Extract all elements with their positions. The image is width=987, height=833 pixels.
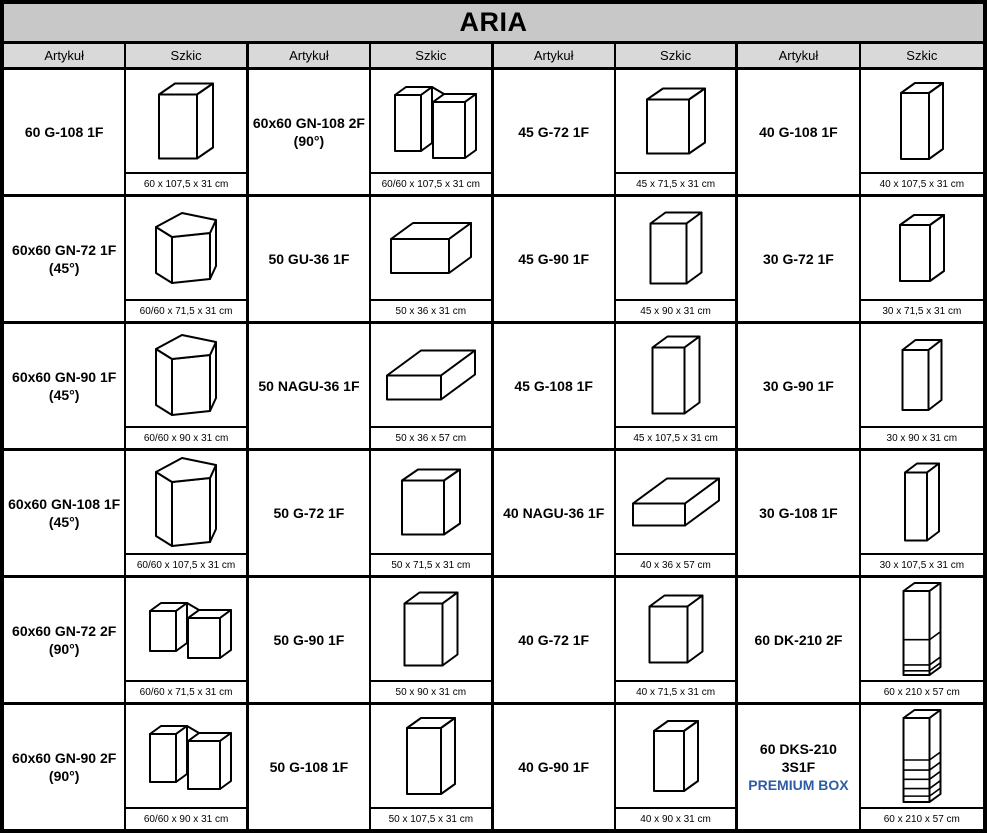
dimensions-label: 40 x 90 x 31 cm bbox=[616, 807, 735, 829]
premium-box-label: PREMIUM BOX bbox=[748, 777, 849, 794]
dimensions-label: 50 x 71,5 x 31 cm bbox=[371, 553, 490, 575]
article-cell bbox=[4, 578, 126, 702]
article-note: (45°) bbox=[48, 260, 80, 276]
article-name: 60x60 GN-90 1F bbox=[12, 368, 117, 385]
article-name: 60x60 GN-108 1F bbox=[8, 495, 121, 512]
cabinet-sketch bbox=[616, 324, 735, 426]
article-cell bbox=[249, 197, 371, 321]
dimensions-label: 60/60 x 107,5 x 31 cm bbox=[371, 172, 490, 194]
cabinet-sketch bbox=[371, 70, 490, 172]
sketch-cell bbox=[371, 324, 493, 448]
article-note: (90°) bbox=[48, 768, 80, 784]
article-name: 45 G-90 1F bbox=[518, 250, 590, 267]
article-name: 60 G-108 1F bbox=[24, 123, 104, 140]
sketch-cell bbox=[861, 324, 983, 448]
cabinet-sketch bbox=[126, 705, 245, 807]
cabinet-sketch bbox=[371, 451, 490, 553]
article-name: 40 G-72 1F bbox=[518, 631, 590, 648]
dimensions-label: 40 x 107,5 x 31 cm bbox=[861, 172, 983, 194]
cabinet-sketch-drawing bbox=[380, 579, 482, 679]
cabinet-sketch-drawing bbox=[871, 71, 973, 171]
column-header-artykul: Artykuł bbox=[4, 44, 126, 67]
article-note: (45°) bbox=[48, 514, 80, 530]
cabinet-sketch bbox=[126, 70, 245, 172]
cabinet-sketch bbox=[861, 197, 983, 299]
article-name: 60x60 GN-72 2F bbox=[12, 622, 117, 639]
sketch-cell bbox=[861, 451, 983, 575]
cabinet-sketch bbox=[371, 578, 490, 680]
cabinet-sketch bbox=[371, 197, 490, 299]
article-cell bbox=[494, 70, 616, 194]
article-name: 40 G-108 1F bbox=[759, 123, 838, 140]
dimensions-label: 40 x 36 x 57 cm bbox=[616, 553, 735, 575]
dimensions-label: 60/60 x 71,5 x 31 cm bbox=[126, 680, 245, 702]
sketch-cell bbox=[126, 70, 248, 194]
cabinet-sketch-drawing bbox=[871, 198, 973, 298]
cabinet-sketch bbox=[861, 451, 983, 553]
cabinet-sketch-drawing bbox=[135, 198, 237, 298]
dimensions-label: 60 x 107,5 x 31 cm bbox=[126, 172, 245, 194]
article-name: 40 NAGU-36 1F bbox=[503, 504, 605, 521]
article-note: (45°) bbox=[48, 387, 80, 403]
cabinet-sketch-drawing bbox=[135, 452, 237, 552]
article-name: 30 G-72 1F bbox=[763, 250, 834, 267]
column-header-artykul: Artykuł bbox=[249, 44, 371, 67]
column-header-artykul: Artykuł bbox=[738, 44, 860, 67]
sketch-cell bbox=[371, 70, 493, 194]
cabinet-sketch-drawing bbox=[871, 706, 973, 806]
sketch-cell bbox=[371, 705, 493, 829]
table-row bbox=[4, 324, 983, 451]
sketch-cell bbox=[616, 578, 738, 702]
article-name: 60 DK-210 2F bbox=[754, 631, 843, 648]
dimensions-label: 50 x 107,5 x 31 cm bbox=[371, 807, 490, 829]
cabinet-sketch bbox=[616, 451, 735, 553]
column-header-artykul: Artykuł bbox=[494, 44, 616, 67]
dimensions-label: 30 x 107,5 x 31 cm bbox=[861, 553, 983, 575]
column-header-szkic: Szkic bbox=[861, 44, 983, 67]
sketch-cell bbox=[616, 70, 738, 194]
article-cell bbox=[249, 324, 371, 448]
cabinet-sketch-drawing bbox=[380, 452, 482, 552]
cabinet-sketch bbox=[126, 197, 245, 299]
column-header-szkic: Szkic bbox=[126, 44, 248, 67]
dimensions-label: 60 x 210 x 57 cm bbox=[861, 807, 983, 829]
article-name: 60x60 GN-72 1F bbox=[12, 241, 117, 258]
article-name: 50 G-90 1F bbox=[273, 631, 345, 648]
article-name: 60x60 GN-90 2F bbox=[12, 749, 117, 766]
article-cell bbox=[738, 324, 860, 448]
cabinet-sketch-drawing bbox=[135, 71, 237, 171]
dimensions-label: 60/60 x 71,5 x 31 cm bbox=[126, 299, 245, 321]
dimensions-label: 30 x 90 x 31 cm bbox=[861, 426, 983, 448]
cabinet-sketch bbox=[371, 705, 490, 807]
sketch-cell bbox=[126, 197, 248, 321]
article-cell bbox=[494, 705, 616, 829]
cabinet-sketch-drawing bbox=[135, 579, 237, 679]
article-cell bbox=[4, 324, 126, 448]
article-cell bbox=[494, 324, 616, 448]
cabinet-sketch-drawing bbox=[625, 579, 727, 679]
sketch-cell bbox=[371, 451, 493, 575]
sketch-cell bbox=[616, 451, 738, 575]
cabinet-sketch bbox=[616, 705, 735, 807]
article-cell bbox=[4, 197, 126, 321]
dimensions-label: 45 x 71,5 x 31 cm bbox=[616, 172, 735, 194]
article-cell bbox=[4, 70, 126, 194]
article-cell bbox=[738, 197, 860, 321]
article-cell bbox=[738, 578, 860, 702]
cabinet-sketch-drawing bbox=[871, 579, 973, 679]
cabinet-sketch-drawing bbox=[625, 706, 727, 806]
cabinet-sketch-drawing bbox=[625, 71, 727, 171]
table-row bbox=[4, 705, 983, 829]
cabinet-sketch bbox=[616, 70, 735, 172]
sketch-cell bbox=[616, 705, 738, 829]
dimensions-label: 40 x 71,5 x 31 cm bbox=[616, 680, 735, 702]
article-name: 30 G-108 1F bbox=[759, 504, 838, 521]
column-header-szkic: Szkic bbox=[616, 44, 738, 67]
dimensions-label: 45 x 90 x 31 cm bbox=[616, 299, 735, 321]
cabinet-sketch bbox=[861, 70, 983, 172]
cabinet-sketch bbox=[616, 578, 735, 680]
cabinet-sketch bbox=[861, 705, 983, 807]
article-cell bbox=[4, 705, 126, 829]
cabinet-sketch-drawing bbox=[625, 325, 727, 425]
article-name: 50 GU-36 1F bbox=[268, 250, 350, 267]
article-cell bbox=[738, 705, 860, 829]
article-name: 50 NAGU-36 1F bbox=[258, 377, 360, 394]
cabinet-sketch-drawing bbox=[380, 71, 482, 171]
article-cell bbox=[494, 578, 616, 702]
article-note: (90°) bbox=[293, 133, 325, 149]
article-cell bbox=[494, 451, 616, 575]
page-title: ARIA bbox=[4, 4, 983, 44]
cabinet-sketch bbox=[126, 451, 245, 553]
column-header-row bbox=[4, 44, 983, 70]
cabinet-sketch bbox=[616, 197, 735, 299]
sketch-cell bbox=[861, 578, 983, 702]
cabinet-sketch-drawing bbox=[380, 706, 482, 806]
sketch-cell bbox=[126, 451, 248, 575]
cabinet-sketch bbox=[861, 578, 983, 680]
dimensions-label: 45 x 107,5 x 31 cm bbox=[616, 426, 735, 448]
sketch-cell bbox=[861, 70, 983, 194]
article-name: 60x60 GN-108 2F bbox=[252, 114, 365, 131]
sketch-cell bbox=[126, 705, 248, 829]
dimensions-label: 60 x 210 x 57 cm bbox=[861, 680, 983, 702]
cabinet-sketch-drawing bbox=[380, 325, 482, 425]
article-name: 50 G-72 1F bbox=[273, 504, 345, 521]
article-cell bbox=[4, 451, 126, 575]
cabinet-sketch bbox=[371, 324, 490, 426]
table-row bbox=[4, 578, 983, 705]
cabinet-sketch-drawing bbox=[380, 198, 482, 298]
sketch-cell bbox=[861, 197, 983, 321]
cabinet-sketch-drawing bbox=[871, 325, 973, 425]
dimensions-label: 60/60 x 90 x 31 cm bbox=[126, 807, 245, 829]
cabinet-sketch-drawing bbox=[135, 325, 237, 425]
sketch-cell bbox=[616, 324, 738, 448]
cabinet-sketch bbox=[126, 578, 245, 680]
sketch-cell bbox=[126, 324, 248, 448]
cabinet-sketch bbox=[861, 324, 983, 426]
dimensions-label: 30 x 71,5 x 31 cm bbox=[861, 299, 983, 321]
table-row bbox=[4, 70, 983, 197]
sketch-cell bbox=[861, 705, 983, 829]
cabinet-sketch bbox=[126, 324, 245, 426]
dimensions-label: 60/60 x 90 x 31 cm bbox=[126, 426, 245, 448]
table-row bbox=[4, 197, 983, 324]
article-name: 45 G-108 1F bbox=[514, 377, 593, 394]
article-name: 60 DKS-210 3S1F bbox=[759, 740, 837, 775]
cabinet-sketch-drawing bbox=[135, 706, 237, 806]
article-cell bbox=[249, 70, 371, 194]
table-row bbox=[4, 451, 983, 578]
article-cell bbox=[494, 197, 616, 321]
cabinet-sketch-drawing bbox=[871, 452, 973, 552]
article-cell bbox=[738, 451, 860, 575]
cabinet-sketch-drawing bbox=[625, 198, 727, 298]
dimensions-label: 60/60 x 107,5 x 31 cm bbox=[126, 553, 245, 575]
dimensions-label: 50 x 36 x 57 cm bbox=[371, 426, 490, 448]
article-name: 40 G-90 1F bbox=[518, 758, 590, 775]
sketch-cell bbox=[371, 197, 493, 321]
sketch-cell bbox=[371, 578, 493, 702]
article-name: 45 G-72 1F bbox=[518, 123, 590, 140]
article-name: 50 G-108 1F bbox=[269, 758, 349, 775]
dimensions-label: 50 x 90 x 31 cm bbox=[371, 680, 490, 702]
dimensions-label: 50 x 36 x 31 cm bbox=[371, 299, 490, 321]
sketch-cell bbox=[616, 197, 738, 321]
cabinet-sketch-drawing bbox=[625, 452, 727, 552]
article-cell bbox=[249, 705, 371, 829]
article-name: 30 G-90 1F bbox=[763, 377, 834, 394]
sketch-cell bbox=[126, 578, 248, 702]
article-cell bbox=[249, 578, 371, 702]
column-header-szkic: Szkic bbox=[371, 44, 493, 67]
article-note: (90°) bbox=[48, 641, 80, 657]
article-cell bbox=[738, 70, 860, 194]
article-cell bbox=[249, 451, 371, 575]
